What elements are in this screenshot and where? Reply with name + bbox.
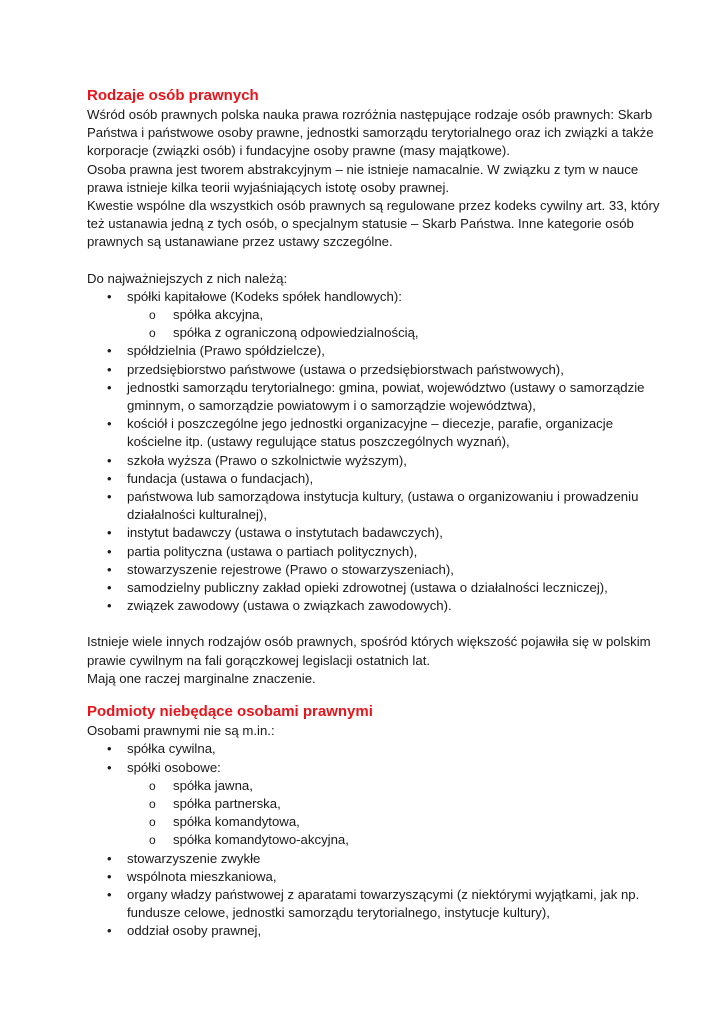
list-item-text: spółka cywilna, bbox=[127, 741, 216, 757]
list-item-text: związek zawodowy (ustawa o związkach zawodowych). bbox=[127, 598, 452, 614]
sublist-item-text: spółka akcyjna, bbox=[173, 307, 264, 323]
circle-bullet-icon: o bbox=[149, 308, 156, 323]
circle-bullet-icon: o bbox=[149, 778, 156, 793]
circle-bullet-icon: o bbox=[149, 815, 156, 830]
bullet-icon: • bbox=[107, 580, 112, 596]
paragraph-civil-code: Kwestie wspólne dla wszystkich osób prawnych są regulowane przez kodeks cywilny art. 33, który też ustanawia jedną z tych osób, o specjalnym statusie – Skarb Państwa. Inne kategorie osób prawnych są ustanawiane przez ustawy szczególne. bbox=[87, 198, 660, 250]
list-intro: Do najważniejszych z nich należą: bbox=[87, 270, 288, 286]
list-item bbox=[87, 342, 664, 360]
list-item-text: spółki osobowe: bbox=[127, 759, 221, 775]
bullet-icon: • bbox=[107, 452, 112, 468]
bullet-icon: • bbox=[107, 361, 112, 377]
list-item-text: szkoła wyższa (Prawo o szkolnictwie wyższym), bbox=[127, 452, 407, 468]
bullet-icon: • bbox=[107, 470, 112, 486]
bullet-icon: • bbox=[107, 379, 112, 395]
list-item bbox=[87, 361, 664, 379]
list-item bbox=[87, 740, 664, 758]
sublist-item bbox=[127, 324, 664, 342]
legal-entity-list bbox=[87, 288, 664, 616]
list-item-text: instytut badawczy (ustawa o instytutach badawczych), bbox=[127, 525, 443, 541]
list-item-text: stowarzyszenie rejestrowe (Prawo o stowarzyszeniach), bbox=[127, 561, 454, 577]
list-item bbox=[87, 886, 664, 922]
bullet-icon: • bbox=[107, 561, 112, 577]
list-item bbox=[87, 579, 664, 597]
bullet-icon: • bbox=[107, 543, 112, 559]
circle-bullet-icon: o bbox=[149, 796, 156, 811]
list-item-text: przedsiębiorstwo państwowe (ustawa o przedsiębiorstwach państwowych), bbox=[127, 361, 564, 377]
sublist-item bbox=[127, 831, 664, 849]
bullet-icon: • bbox=[107, 850, 112, 866]
list-item bbox=[87, 524, 664, 542]
sublist-item bbox=[127, 813, 664, 831]
bullet-icon: • bbox=[107, 741, 112, 757]
bullet-icon: • bbox=[107, 868, 112, 884]
bullet-icon: • bbox=[107, 416, 112, 432]
list-item bbox=[87, 488, 664, 524]
bullet-icon: • bbox=[107, 923, 112, 939]
list-item bbox=[87, 868, 664, 886]
list-item-text: partia polityczna (ustawa o partiach politycznych), bbox=[127, 543, 418, 559]
bullet-icon: • bbox=[107, 489, 112, 505]
list-item-text: spółki kapitałowe (Kodeks spółek handlowych): bbox=[127, 288, 402, 304]
section-heading-non-legal-entities: Podmioty niebędące osobami prawnymi bbox=[87, 703, 373, 721]
circle-bullet-icon: o bbox=[149, 833, 156, 848]
sublist-partnerships bbox=[127, 777, 664, 850]
list-item bbox=[87, 415, 664, 451]
list-item bbox=[87, 850, 664, 868]
sublist-item bbox=[127, 306, 664, 324]
section-heading-legal-entity-types: Rodzaje osób prawnych bbox=[87, 87, 259, 104]
list-item bbox=[87, 922, 664, 940]
bullet-icon: • bbox=[107, 343, 112, 359]
list-item bbox=[87, 597, 664, 615]
list-item bbox=[87, 470, 664, 488]
list-item-text: fundacja (ustawa o fundacjach), bbox=[127, 470, 314, 486]
list-item-text: państwowa lub samorządowa instytucja kultury, (ustawa o organizowaniu i prowadzeniu działalności kulturalnej), bbox=[127, 489, 639, 523]
sublist-capital-companies bbox=[127, 306, 664, 342]
paragraph-marginal: Mają one raczej marginalne znaczenie. bbox=[87, 670, 316, 686]
list-intro: Osobami prawnymi nie są m.in.: bbox=[87, 723, 275, 739]
paragraph-abstract: Osoba prawna jest tworem abstrakcyjnym – nie istnieje namacalnie. W związku z tym w nauce prawa istnieje kilka teorii wyjaśniających istotę osoby prawnej. bbox=[87, 161, 639, 195]
list-item bbox=[87, 759, 664, 850]
list-item bbox=[87, 543, 664, 561]
paragraph-other-types: Istnieje wiele innych rodzajów osób prawnych, spośród których większość pojawiła się w polskim prawie cywilnym na fali gorączkowej legislacji ostatnich lat. bbox=[87, 634, 651, 668]
sublist-item bbox=[127, 777, 664, 795]
list-item-text: kościół i poszczególne jego jednostki organizacyjne – diecezje, parafie, organizacje kościelne itp. (ustawy regulujące status poszczególnych wyznań), bbox=[127, 416, 614, 450]
sublist-item-text: spółka jawna, bbox=[173, 777, 253, 793]
list-item-text: wspólnota mieszkaniowa, bbox=[127, 868, 277, 884]
list-item bbox=[87, 452, 664, 470]
list-item-text: spółdzielnia (Prawo spółdzielcze), bbox=[127, 343, 325, 359]
circle-bullet-icon: o bbox=[149, 326, 156, 341]
sublist-item-text: spółka z ograniczoną odpowiedzialnością, bbox=[173, 325, 419, 341]
list-item-text: stowarzyszenie zwykłe bbox=[127, 850, 261, 866]
bullet-icon: • bbox=[107, 525, 112, 541]
list-item bbox=[87, 379, 664, 415]
list-item bbox=[87, 288, 664, 343]
bullet-icon: • bbox=[107, 288, 112, 304]
bullet-icon: • bbox=[107, 886, 112, 902]
sublist-item-text: spółka komandytowo-akcyjna, bbox=[173, 832, 349, 848]
sublist-item bbox=[127, 795, 664, 813]
list-item-text: oddział osoby prawnej, bbox=[127, 923, 262, 939]
sublist-item-text: spółka komandytowa, bbox=[173, 814, 300, 830]
paragraph-intro: Wśród osób prawnych polska nauka prawa rozróżnia następujące rodzaje osób prawnych: Skarb Państwa i państwowe osoby prawne, jednostki samorządu terytorialnego oraz ich związki a także korporacje (związki osób) i fundacyjne osoby prawne (masy majątkowe). bbox=[87, 107, 654, 159]
list-item-text: jednostki samorządu terytorialnego: gmina, powiat, województwo (ustawy o samorządzie gminnym, o samorządzie powiatowym i o samorządzie województwa), bbox=[127, 379, 645, 414]
bullet-icon: • bbox=[107, 759, 112, 775]
list-item-text: samodzielny publiczny zakład opieki zdrowotnej (ustawa o działalności leczniczej), bbox=[127, 580, 608, 596]
list-item bbox=[87, 561, 664, 579]
non-legal-entity-list bbox=[87, 740, 664, 940]
list-item-text: organy władzy państwowej z aparatami towarzyszącymi (z niektórymi wyjątkami, jak np. fundusze celowe, jednostki samorządu terytorialnego, instytucje kultury), bbox=[127, 886, 640, 921]
bullet-icon: • bbox=[107, 598, 112, 614]
sublist-item-text: spółka partnerska, bbox=[173, 795, 281, 811]
